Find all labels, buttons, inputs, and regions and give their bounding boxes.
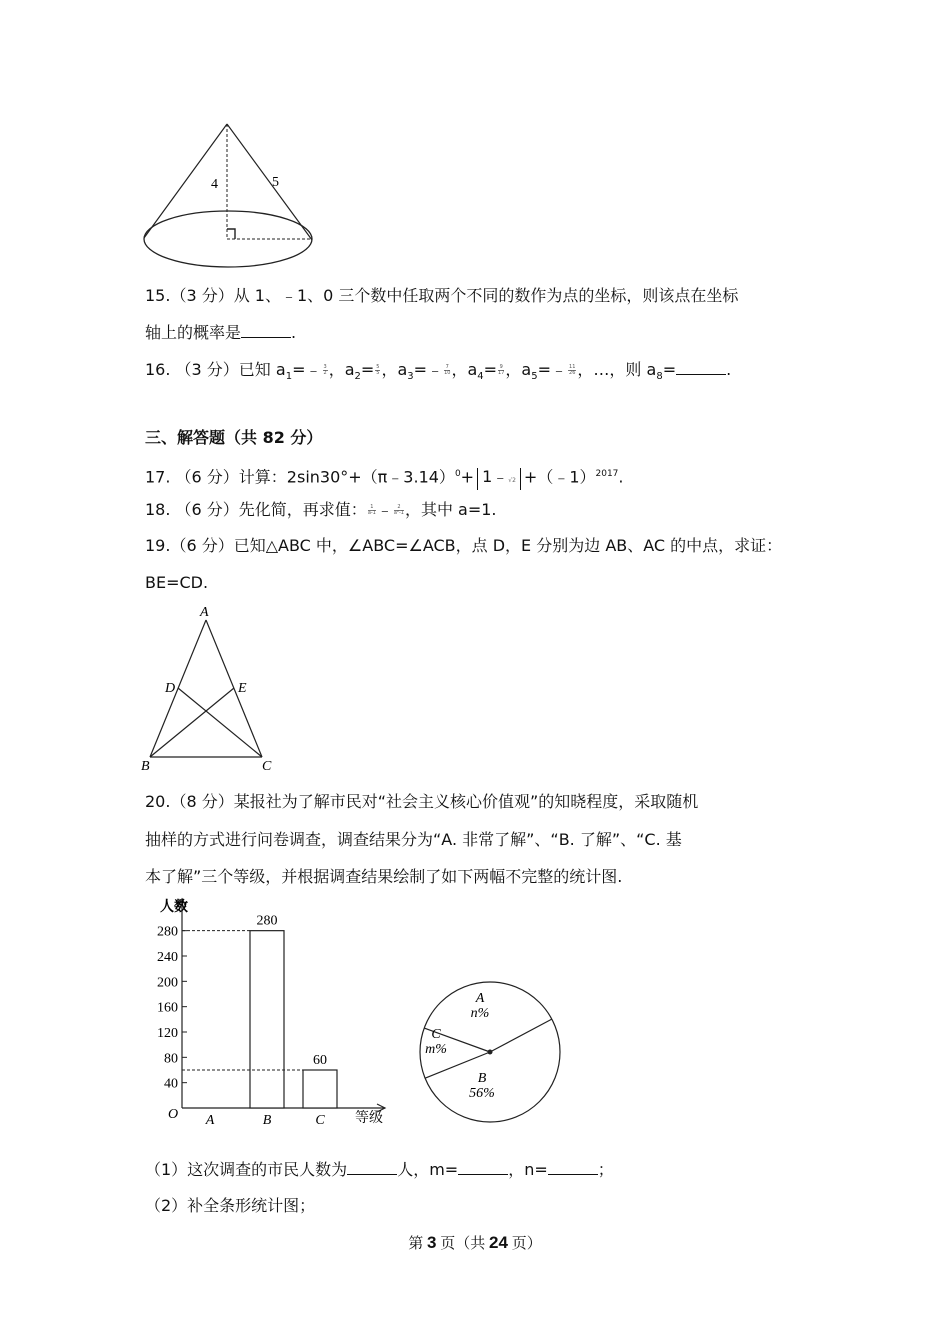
q16-a4-num: 9 (499, 364, 503, 370)
q15-prefix: 轴上的概率是 (145, 323, 242, 342)
q16-a2-den: 5 (376, 370, 380, 376)
q16-a5-sign: =﹣ (537, 360, 568, 379)
q17-plus: + (460, 467, 475, 487)
pie-label-B: B (477, 1071, 487, 1086)
q19-line1: 19.（6 分）已知△ABC 中，∠ABC=∠ACB，点 D，E 分别为边 AB、AC 的中点，求证： (145, 536, 783, 555)
pie-value-A: n% (470, 1006, 490, 1021)
q20-count-blank[interactable] (347, 1160, 397, 1175)
q18-frac1-num: 1 (368, 505, 376, 511)
q20-sub1 (145, 1160, 614, 1180)
q16-a3-sub: 3 (407, 371, 414, 383)
triangle-figure (138, 600, 288, 775)
bar-B (250, 931, 284, 1108)
q16-a1-sub: 1 (285, 371, 293, 383)
section-3-title: 三、解答题（共 82 分） (145, 428, 323, 447)
cone-figure (140, 118, 320, 278)
footer-post: 页） (507, 1236, 542, 1252)
bar-category-label: C (315, 1113, 325, 1128)
q16-a5-den: 26 (569, 370, 576, 376)
q16-a5-sub: 5 (531, 371, 538, 383)
q17-sqrt: √2 (508, 477, 516, 485)
q18-minus: ﹣ (376, 500, 393, 519)
q20-sub1-a: （1）这次调查的市民人数为 (145, 1160, 348, 1179)
bar-y-tick-label: 160 (157, 1000, 178, 1016)
q16-a3-sign: =﹣ (413, 360, 444, 379)
q16-a2-sign: = (360, 360, 375, 379)
q20-sub1-b: 人，m= (397, 1160, 459, 1179)
q16-a3-num: 7 (445, 364, 449, 370)
triangle-label-E: E (238, 681, 247, 696)
q20-line2: 抽样的方式进行问卷调查，调查结果分为“A. 非常了解”、“B. 了解”、“C. 基 (145, 830, 682, 849)
q16-a2-sub: 2 (354, 371, 361, 383)
q16-end: . (726, 360, 732, 379)
bar-origin-label: O (168, 1107, 179, 1122)
q16-a3-den: 10 (444, 370, 451, 376)
q20-line3: 本了解”三个等级，并根据调查结果绘制了如下两幅不完整的统计图. (145, 867, 623, 886)
footer-pre: 第 (408, 1236, 428, 1252)
q20-m-blank[interactable] (458, 1160, 508, 1175)
bar-chart (140, 893, 400, 1133)
q18-prefix: 18. （6 分）先化简，再求值： (145, 500, 367, 519)
q18-frac2 (394, 505, 404, 516)
pie-divider (490, 1019, 552, 1052)
pie-value-C: m% (425, 1042, 447, 1057)
bar-y-tick-label: 80 (164, 1051, 178, 1067)
q17-abs-inner: 1﹣ (482, 467, 509, 487)
q16-a4-den: 17 (498, 370, 505, 376)
q18-frac1-den: a-1 (367, 510, 376, 516)
footer-page-number: 3 (427, 1233, 437, 1252)
q17-after-abs: +（﹣1） (523, 467, 596, 487)
q16-a2-frac (375, 365, 380, 376)
bar-y-tick-label: 40 (164, 1076, 178, 1092)
q16-a5-frac (568, 365, 576, 376)
q16-ellipsis: ，…，则 a (577, 360, 657, 379)
bar-category-label: A (205, 1113, 215, 1128)
triangle-label-D: D (165, 681, 176, 696)
cone-slant-label: 5 (272, 175, 279, 190)
q20-n-blank[interactable] (548, 1160, 598, 1175)
bar-C (303, 1070, 337, 1108)
q16-a3-frac (444, 365, 450, 376)
q17-end: . (618, 467, 624, 487)
q16-a4-sign: = (483, 360, 498, 379)
q20-sub1-d: ； (597, 1160, 614, 1179)
q18-frac2-num: 2 (394, 505, 404, 511)
q15-line2 (145, 323, 296, 343)
q16-a1-sign: =﹣ (292, 360, 322, 379)
triangle-label-A: A (200, 605, 209, 620)
bar-y-label: 人数 (160, 900, 188, 915)
pie-center (488, 1050, 493, 1055)
footer-total-pages: 24 (489, 1233, 508, 1252)
q17-sup0: 0 (454, 469, 461, 479)
triangle-label-C: C (262, 759, 272, 774)
q19-line2: BE=CD. (145, 573, 209, 592)
bar-y-tick-label: 240 (157, 950, 178, 965)
pie-value-B: 56% (469, 1086, 495, 1101)
q18-frac2-den: a²-1 (393, 510, 404, 516)
bar-y-tick-label: 120 (157, 1026, 178, 1041)
q15-suffix: . (291, 323, 297, 342)
pie-label-C: C (431, 1027, 441, 1042)
q16-a5-num: 11 (569, 364, 576, 370)
cone-height-label: 4 (211, 177, 218, 192)
q16-a2-num: 5 (376, 364, 380, 370)
q15-answer-blank[interactable] (241, 323, 291, 338)
bar-y-tick-label: 200 (157, 975, 178, 991)
q16-a8-sub: 8 (656, 371, 663, 383)
q20-sub2: （2）补全条形统计图； (145, 1196, 316, 1215)
q17-abs (477, 468, 521, 490)
q17-line (145, 464, 624, 490)
triangle-label-B: B (141, 759, 150, 774)
q16-tail: = (662, 360, 677, 379)
bar-category-label: B (262, 1113, 272, 1128)
q20-line1: 20.（8 分）某报社为了解市民对“社会主义核心价值观”的知晓程度，采取随机 (145, 792, 699, 811)
q16-a1-frac (323, 365, 328, 376)
bar-value-label: 280 (256, 913, 278, 929)
q18-frac1 (368, 505, 376, 516)
footer-mid: 页（共 (436, 1236, 490, 1252)
q16-line: 16. （3 分）已知 $a_1=﹣$ $\frac{3}{2}$ ，$a_2=$ $\frac{5}{5}$ ，$a_3=﹣$ $\frac{7}{10}$ ，$a_4=$ $\frac{9}{17}$ ，$a_5=﹣$ $\frac{11}{26}$ ，…，则 $a_8=$ . (145, 360, 732, 383)
q16-prefix: 16. （3 分）已知 a (145, 360, 286, 379)
bar-x-label: 等级 (355, 1111, 383, 1126)
bar-value-label: 60 (313, 1053, 327, 1068)
page-footer (0, 1232, 950, 1253)
q18-suffix: ，其中 a=1. (404, 500, 497, 519)
bar-y-tick-label: 280 (157, 924, 178, 940)
q18-line (145, 500, 497, 520)
q16-a1-den: 2 (323, 370, 327, 376)
q16-a1-num: 3 (323, 364, 327, 370)
q16-a4-sub: 4 (477, 371, 484, 383)
q16-a4-frac (498, 365, 504, 376)
pie-label-A: A (475, 991, 485, 1006)
q15-line1: 15.（3 分）从 1、﹣1、0 三个数中任取两个不同的数作为点的坐标，则该点在坐标 (145, 286, 739, 305)
pie-chart (412, 970, 572, 1130)
q17-prefix: 17. （6 分）计算：2sin30°+（π﹣3.14） (145, 467, 455, 487)
q17-sup2017: 2017 (595, 469, 619, 479)
q16-answer-blank[interactable] (676, 360, 726, 375)
q20-sub1-c: ，n= (508, 1160, 548, 1179)
